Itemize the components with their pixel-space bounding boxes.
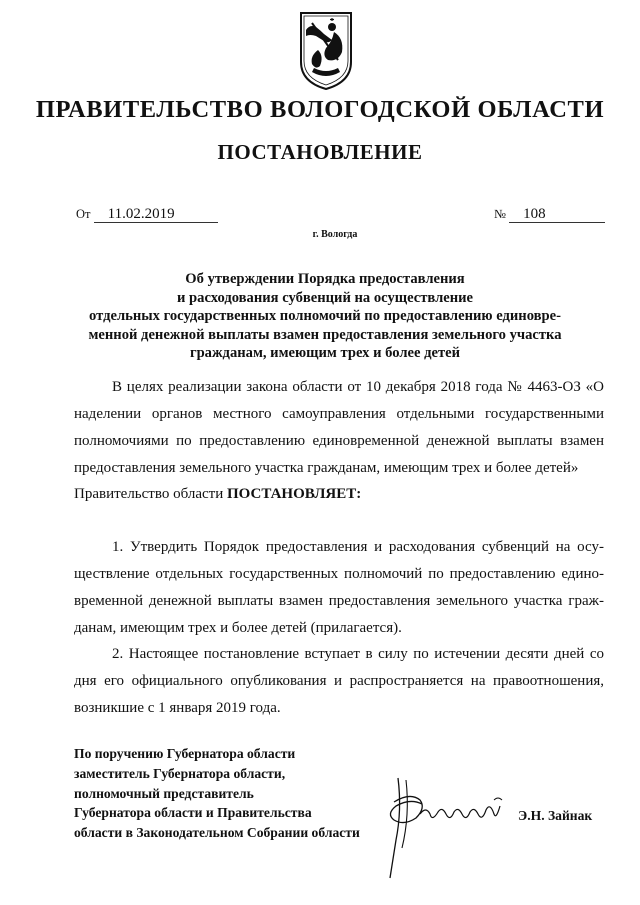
decree-word: ПОСТАНОВЛЯЕТ:	[226, 486, 362, 502]
date-field	[76, 206, 218, 223]
preamble-decree-line	[74, 486, 604, 503]
preamble-line: В целях реализации закона области от 10 декабря 2018 года № 4463-ОЗ «О	[112, 379, 604, 395]
preamble-line: полномочиями по предоставлению единовременной денежной выплаты взамен	[74, 433, 604, 449]
signatory-line: полномочный представитель	[74, 785, 254, 801]
signatory-line: области в Законодательном Собрании области	[74, 825, 360, 841]
number-field	[494, 206, 605, 223]
preamble-subject: Правительство области	[74, 486, 224, 502]
subject-line: и расходования субвенций на осуществление	[176, 289, 474, 306]
subject-line: Об утверждении Порядка предоставления	[185, 271, 465, 287]
signatory-line: Губернатора области и Правительства	[74, 805, 312, 821]
item-1-line: ществление отдельных государственных полномочий по предоставлению едино-	[74, 566, 604, 582]
preamble-line: предоставления земельного участка гражданам, имеющим трех и более детей»	[74, 460, 579, 476]
signer-name: Э.Н. Зайнак	[518, 808, 593, 823]
item-2-line: 2. Настоящее постановление вступает в силу по истечении десяти дней со	[112, 646, 604, 662]
government-title: ПРАВИТЕЛЬСТВО ВОЛОГОДСКОЙ ОБЛАСТИ	[35, 96, 605, 123]
signature-block	[74, 744, 360, 843]
signatory-line: заместитель Губернатора области,	[74, 765, 286, 781]
subject-line: менной денежной выплаты взамен предоставления земельного участка	[88, 326, 562, 343]
subject-line: гражданам, имеющим трех и более детей	[189, 345, 461, 362]
document-subject	[60, 270, 590, 363]
date-prefix: От	[76, 207, 91, 221]
document-type: ПОСТАНОВЛЕНИЕ	[217, 140, 423, 164]
city: г. Вологда	[312, 229, 358, 240]
document-date: 11.02.2019	[94, 206, 218, 223]
signatory-line: По поручению Губернатора области	[74, 746, 296, 761]
item-2-line: дня его официального опубликования и распространяется на правоотношения,	[74, 673, 604, 689]
item-2-line: возникшие с 1 января 2019 года.	[74, 700, 281, 716]
preamble-line: наделении органов местного самоуправления отдельными государственными	[74, 406, 604, 422]
item-1-line: временной денежной выплаты взамен предоставления земельного участка граж-	[74, 593, 604, 609]
vologda-oblast-coat-of-arms-icon	[298, 10, 354, 92]
subject-line: отдельных государственных полномочий по предоставлению единовре-	[89, 308, 561, 325]
item-1-line: данам, имеющим трех и более детей (прилагается).	[74, 620, 402, 636]
item-1-line: 1. Утвердить Порядок предоставления и расходования субвенций на осу-	[112, 539, 604, 555]
handwritten-signature	[376, 770, 506, 880]
number-prefix: №	[494, 207, 506, 221]
document-number: 108	[509, 206, 605, 223]
